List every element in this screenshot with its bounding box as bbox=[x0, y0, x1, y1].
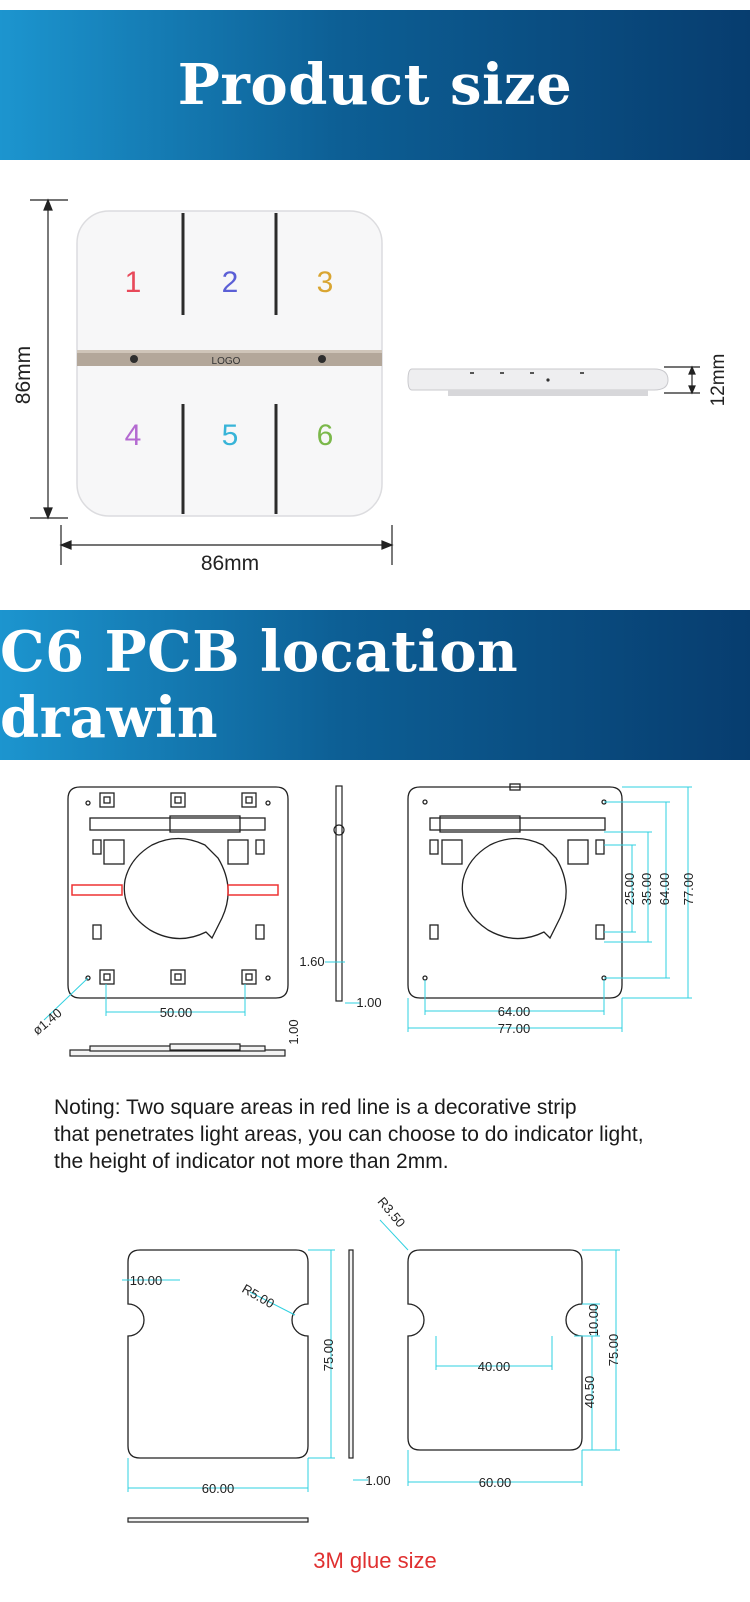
pcb-banner bbox=[0, 610, 750, 760]
glue-dim-r35: R3.50 bbox=[374, 1193, 409, 1231]
dim-77-v: 77.00 bbox=[681, 872, 696, 906]
glue-dim-1: 1.00 bbox=[365, 1473, 391, 1488]
note-line-2: that penetrates light areas, you can choose to do indicator light, bbox=[54, 1123, 644, 1146]
switch-panel bbox=[77, 211, 382, 516]
pcb-note bbox=[54, 1094, 734, 1175]
decorative-strip-left bbox=[72, 885, 122, 895]
dim-side-1: 1.00 bbox=[356, 995, 382, 1010]
decorative-strip-right bbox=[228, 885, 278, 895]
glue-dim-60-left: 60.00 bbox=[201, 1481, 235, 1496]
pcb-side-view bbox=[334, 786, 344, 1001]
pcb-drawing bbox=[0, 770, 750, 1090]
glue-dim-4050: 40.50 bbox=[582, 1375, 597, 1409]
key-2-label: 2 bbox=[221, 266, 239, 299]
thickness-dimension bbox=[664, 367, 700, 393]
glue-dim-75-right: 75.00 bbox=[606, 1333, 621, 1367]
product-size-banner bbox=[0, 10, 750, 160]
pcb-bottom-view bbox=[70, 1044, 285, 1056]
key-5-label: 5 bbox=[221, 419, 239, 452]
key-4-label: 4 bbox=[124, 419, 142, 452]
pcb-front-view bbox=[68, 787, 288, 998]
height-dimension bbox=[30, 200, 68, 518]
dim-77-h: 77.00 bbox=[497, 1021, 531, 1036]
pcb-title: C6 PCB location drawin bbox=[0, 619, 519, 751]
glue-dim-10-right: 10.00 bbox=[586, 1303, 601, 1337]
key-6-label: 6 bbox=[316, 419, 334, 452]
note-line-1: Noting: Two square areas in red line is a decorative strip bbox=[54, 1096, 577, 1119]
glue-dim-10-left: 10.00 bbox=[129, 1273, 163, 1288]
glue-dim-75-left: 75.00 bbox=[321, 1338, 336, 1372]
pcb-back-view bbox=[408, 784, 622, 998]
product-size-title: Product size bbox=[177, 52, 573, 118]
glue-dim-r5: R5.00 bbox=[239, 1280, 278, 1312]
dim-64-v: 64.00 bbox=[657, 872, 672, 906]
note-line-3: the height of indicator not more than 2mm. bbox=[54, 1150, 449, 1173]
dim-25-v: 25.00 bbox=[622, 872, 637, 906]
width-label: 86mm bbox=[200, 552, 260, 575]
glue-right-view bbox=[408, 1250, 582, 1450]
indicator-led-right bbox=[318, 355, 326, 363]
dim-bottom-1: 1.00 bbox=[286, 1019, 301, 1045]
height-label: 86mm bbox=[12, 345, 35, 405]
thickness-label: 12mm bbox=[708, 353, 729, 407]
dim-50: 50.00 bbox=[159, 1005, 193, 1020]
dim-1-60: 1.60 bbox=[299, 954, 325, 969]
product-dimension-figure bbox=[0, 180, 750, 600]
key-1-label: 1 bbox=[124, 266, 142, 299]
logo-text: LOGO bbox=[211, 356, 241, 367]
dim-64-h: 64.00 bbox=[497, 1004, 531, 1019]
key-3-label: 3 bbox=[316, 266, 334, 299]
glue-dim-60-right: 60.00 bbox=[478, 1475, 512, 1490]
glue-caption: 3M glue size bbox=[313, 1548, 437, 1573]
dim-35-v: 35.00 bbox=[639, 872, 654, 906]
indicator-led-left bbox=[130, 355, 138, 363]
switch-side-view bbox=[408, 369, 668, 396]
glue-dim-40: 40.00 bbox=[477, 1359, 511, 1374]
glue-drawing bbox=[0, 1180, 750, 1530]
dim-hole: ø1.40 bbox=[29, 1005, 65, 1038]
